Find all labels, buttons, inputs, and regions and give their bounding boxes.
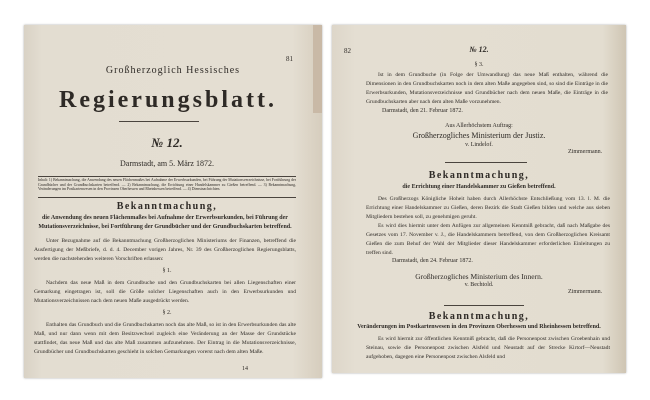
ministry-2: Großherzogliches Ministerium des Innern. [415,272,543,281]
issue-number: № 12. [469,45,489,54]
notice-2-heading: Bekanntmachung, [428,170,530,181]
left-page [24,25,322,378]
divider [445,162,527,163]
notice-heading: Bekanntmachung, [116,201,218,212]
signature-mark: 14 [242,366,248,372]
by-order: Aus Allerhöchstem Auftrag: [445,123,513,129]
page-number: 81 [286,55,293,63]
issue-number: № 12. [151,135,183,150]
section-1-text: Nachdem das neue Maß in dem Grundbuche und den Grundbuchskarten bei allen Liegenschaften einer Gemarkung eingetragen ist, soll die Größe solcher Liegenschaften auch in den Erwerbsurkunden und Mutationsverzeichnissen nach dem neuen Maße ausgedrückt werden. [34,280,296,304]
notice-2-subject: die Errichtung einer Handelskammer zu Gießen betreffend. [402,184,556,190]
masthead-title: Regierungsblatt. [59,87,277,113]
dateline: Darmstadt, am 5. März 1872. [120,159,214,168]
clerk-1: Zimmermann. [568,149,603,155]
section-3-label: § 3. [474,62,484,68]
page-number: 82 [344,47,351,55]
date-2: Darmstadt, den 24. Februar 1872. [392,258,473,264]
notice-2-paragraph-1: Des Großherzogs Königliche Hoheit haben durch Allerhöchste Entschließung vom 13. l. M. die Errichtung einer Handelskammer zu Gießen, deren Bezirk die Stadt Gießen bilden und welche aus sieben Mitgliedern bestehen soll, zu genehmigen geruht. [366,196,610,220]
divider [38,176,296,177]
notice-subject: die Anwendung des neuen Flächenmaßes bei Aufnahme der Erwerbsurkunden, bei Führung der Mutationsverzeichnisse, bei Fortführung der Grundbücher und der Grundbuchskarten betreffend. [38,215,292,230]
contents: Inhalt: 1) Bekanntmachung, die Anwendung des neuen Flächenmaßes bei Aufnahme der Erwerbsurkunden, bei Führung der Mutationsverzeichnisse, bei Fortführung der Grundbücher und der Grundbuchskarten betreffend. — 2) Bekanntmachung, die Errichtung einer Handelskammer zu Gießen betreffend. — 3) Bekanntmachung, Veränderungen im Postkartenwesen in den Provinzen Oberhessen und Rheinhessen betreffend. — 4) Dienstnachrichten. [38,178,296,192]
section-2-text: Enthalten das Grundbuch und die Grundbuchskarten noch das alte Maß, so ist in den Erwerbsurkunden das alte Maß, und nur dann wenn mit dem Besitzwechsel zugleich eine Veränderung an der Masse der Grundstücke stattfindet, das neue Maß und das alte Maß zusammen aufzunehmen. Der Eintrag in die Mutationsverzeichnisse, Grundbücher und Grundbuchskarten geschieht in solchen Gemarkungen vorerst nach dem alten Maße. [34,322,296,355]
signatory-1: v. Lindelof. [465,142,493,148]
divider [38,197,296,198]
date-1: Darmstadt, den 21. Februar 1872. [382,108,463,114]
divider [444,305,524,306]
notice-3-subject: Veränderungen im Postkartenwesen in den Provinzen Oberhessen und Rheinhessen betreffend. [357,324,601,330]
notice-3-paragraph: Es wird hiermit zur öffentlichen Kenntniß gebracht, daß die Personenpost zwischen Groebenhain und Steinau, sowie die Personenpost zwischen Alsfeld und Neustadt auf der Strecke Kirtorf—Neustadt aufgehoben, dagegen eine Personenpost zwischen Alsfeld und [366,336,610,360]
clerk-2: Zimmermann. [568,289,603,295]
notice-3-heading: Bekanntmachung, [428,311,530,322]
masthead-subtitle: Großherzoglich Hessisches [105,65,241,76]
section-1-label: § 1. [162,268,172,274]
right-page [332,25,626,373]
section-2-label: § 2. [162,310,172,316]
ornament-divider [119,121,199,122]
signatory-2: v. Bechtold. [464,282,494,288]
ministry-1: Großherzogliches Ministerium der Justiz. [412,131,546,140]
section-3-text: Ist in dem Grundbuche (in Folge der Umwandlung) das neue Maß enthalten, während die Dimensionen in den Grundbuchskarten noch in dem alten Maße angegeben sind, so sind die Einträge in die Erwerbsurkunden, Mutationsverzeichnisse und Grundbücher nach dem neuen Maße, die Einträge in die Grundbuchskarten aber nach dem alten Maße vorzunehmen. [366,72,608,105]
intro-paragraph: Unter Bezugnahme auf die Bekanntmachung Großherzoglichen Ministeriums der Finanzen, betreffend die Ausfertigung der Meßbriefe, d. d. 4. December vorigen Jahres, Nr. 39 des Großherzoglichen Regierungsblatts, werden die nachstehenden weiteren Vorschriften erlassen: [34,238,296,262]
notice-2-paragraph-2: Es wird dies hiermit unter dem Anfügen zur allgemeinen Kenntniß gebracht, daß nach Maßgabe des Gesetzes vom 17. November v. J., die Handelskammern betreffend, von dem Großherzoglichen Kreisamt Gießen die zum Behuf der Wahl der Mitglieder dieser Handelskammer erforderlichen Einleitungen zu treffen sind. [366,223,610,256]
